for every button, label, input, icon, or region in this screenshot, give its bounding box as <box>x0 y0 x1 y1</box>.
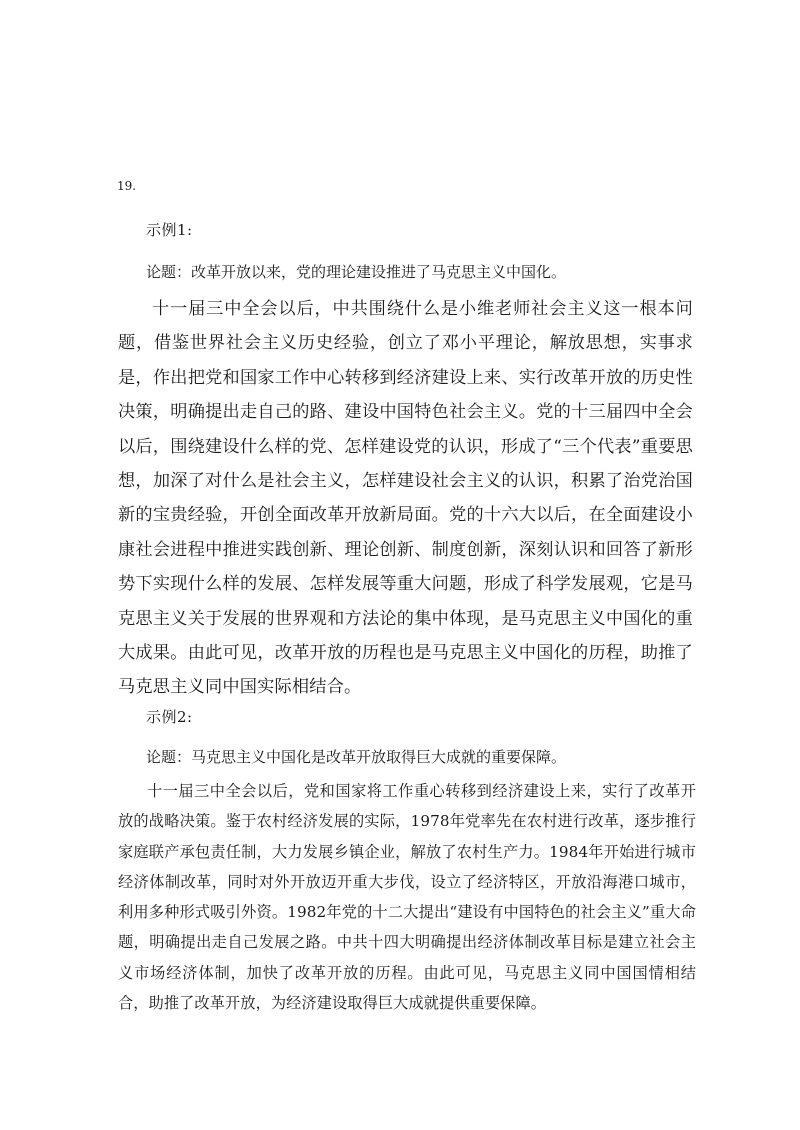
example-1-label: 示例1: <box>146 221 193 239</box>
example-2-label: 示例2: <box>146 708 193 726</box>
example-1-body: 十一届三中全会以后，中共围绕什么是小维老师社会主义这一根本问题，借鉴世界社会主义历史经验，创立了邓小平理论，解放思想，实事求是，作出把党和国家工作中心转移到经济建设上来、实行改革开放的历史性决策，明确提出走自己的路、建设中国特色社会主义。党的十三届四中全会以后，围绕建设什么样的党、怎样建设党的认识，形成了“三个代表”重要思想，加深了对什么是社会主义，怎样建设社会主义的认识，积累了治党治国新的宝贵经验，开创全面改革开放新局面。党的十六大以后，在全面建设小康社会进程中推进实践创新、理论创新、制度创新，深刻认识和回答了新形势下实现什么样的发展、怎样发展等重大问题，形成了科学发展观，它是马克思主义关于发展的世界观和方法论的集中体现，是马克思主义中国化的重大成果。由此可见，改革开放的历程也是马克思主义中国化的历程，助推了马克思主义同中国实际相结合。 <box>118 299 693 698</box>
example-2-thesis: 论题：马克思主义中国化是改革开放取得巨大成就的重要保障。 <box>146 748 567 766</box>
example-1-thesis: 论题：改革开放以来，党的理论建设推进了马克思主义中国化。 <box>146 263 567 281</box>
example-2-body: 十一届三中全会以后，党和国家将工作重心转移到经济建设上来，实行了改革开放的战略决策。鉴于农村经济发展的实际，1978年党率先在农村进行改革，逐步推行家庭联产承包责任制，大力发展乡镇企业，解放了农村生产力。1984年开始进行城市经济体制改革，同时对外开放迈开重大步伐，设立了经济特区，开放沿海港口城市，利用多种形式吸引外资。1982年党的十二大提出“建设有中国特色的社会主义”重大命题，明确提出走自己发展之路。中共十四大明确提出经济体制改革目标是建立社会主义市场经济体制，加快了改革开放的历程。由此可见，马克思主义同中国国情相结合，助推了改革开放，为经济建设取得巨大成就提供重要保障。 <box>118 782 696 1013</box>
question-number: 19. <box>117 179 137 193</box>
